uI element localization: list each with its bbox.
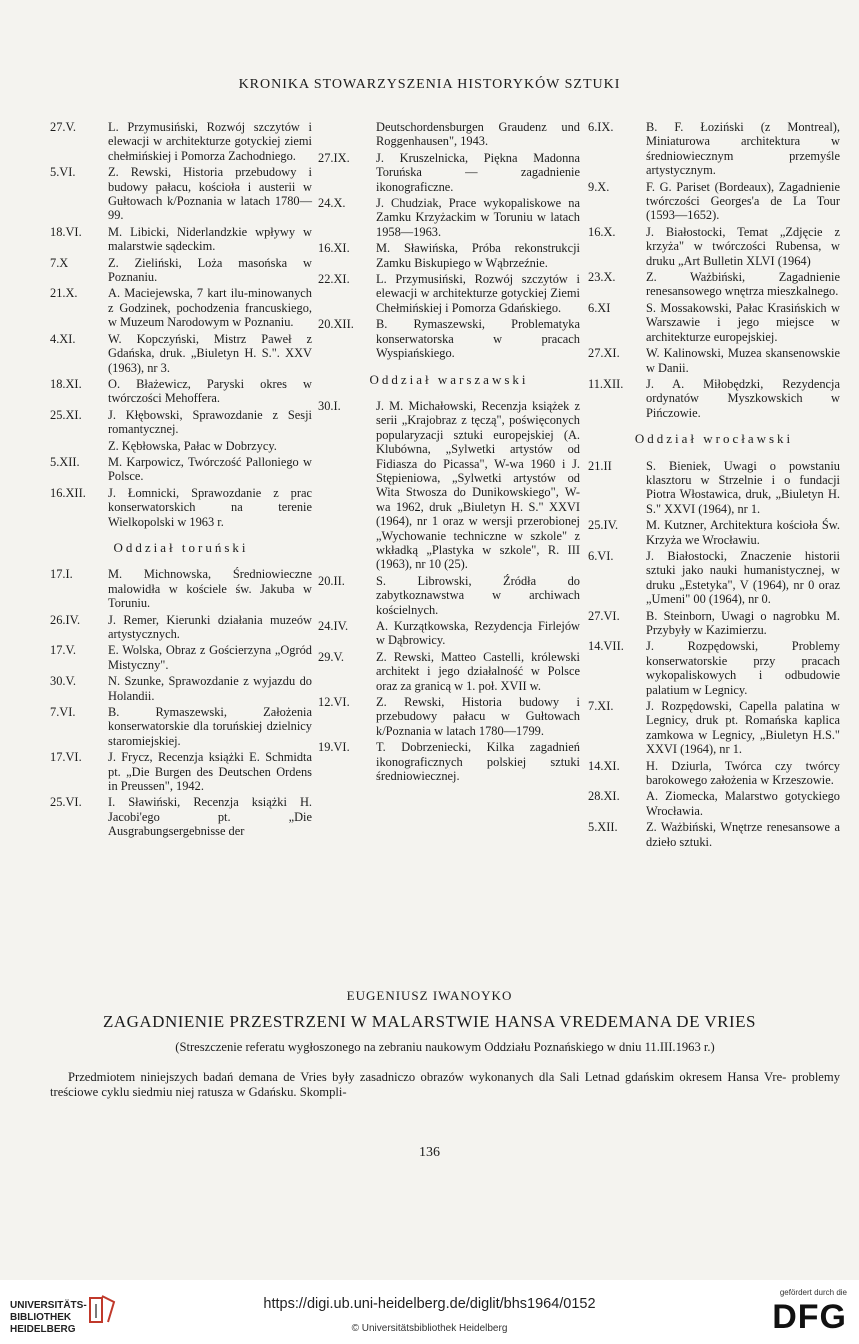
- entry-list: [50, 120, 312, 529]
- entry-date: 30.I.: [318, 398, 341, 413]
- section-heading-torun: Oddział toruński: [113, 539, 249, 555]
- list-item: [588, 270, 840, 299]
- entry-text: M. Karpowicz, Twórczość Palloniego w Polsce.: [108, 454, 312, 484]
- list-item: [318, 151, 580, 194]
- article-paragraph: Przedmiotem niniejszych badań demana de Vries były zasadniczo obrazów wykonanych dla Sali Letnad gdańskim okresem Hansa Vre- problemy treściowe cyklu siedmiu niej ratusza w Gdańsku. Skompli-: [50, 1070, 840, 1099]
- list-item: [318, 196, 580, 239]
- entry-text: M. Libicki, Niderlandzkie wpływy w malarstwie sądeckim.: [108, 224, 312, 254]
- list-item: [50, 705, 312, 748]
- entry-text: S. Librowski, Źródła do zabytkoznawstwa w archiwach kościelnych.: [376, 573, 580, 617]
- entry-date: 27.IX.: [318, 150, 350, 165]
- entry-text: S. Bieniek, Uwagi o powstaniu klasztoru w Strzelnie i o fundacji Piotra Włostawica, druk, „Biuletyn H. S." XXVI (1964), nr 1.: [646, 458, 840, 516]
- list-item: [588, 759, 840, 788]
- list-item: [50, 332, 312, 375]
- entry-text: Deutschordensburgen Graudenz und Roggenhausen", 1943.: [376, 120, 580, 149]
- entry-text: J. A. Miłobędzki, Rezydencja ordynatów Myszkowskich w Pińczowie.: [646, 376, 840, 420]
- entry-date: 14.VII.: [588, 639, 624, 654]
- list-item: [588, 518, 840, 547]
- entry-text: J. M. Michałowski, Recenzja książek z serii „Krajobraz z tęczą", poświęconych popularyzacji sztuki europejskiej (A. Klubówna, „Sylwetki artystów od Fidiasza do Picassa", W-wa 1960 i J. Stępieniowa, „Sylwetki artystów od Wita Stwosza do Dunikowskiego", W-wa 1962, druk „Biuletyn H. S." XXVI (1964), nr 1 oraz w wersji przerobionej „Wychowanie techniczne w szkole" z wkładką „Plastyka w szkole", R. III (1963), nr 10 (25).: [376, 398, 580, 572]
- column-3: [588, 120, 840, 851]
- entry-date: 26.IV.: [50, 612, 81, 627]
- entry-date: 27.V.: [50, 120, 76, 134]
- entry-text: J. Kruszelnicka, Piękna Madonna Toruńska — zagadnienie ikonograficzne.: [376, 150, 580, 194]
- list-item: [588, 639, 840, 697]
- entry-date: 9.X.: [588, 179, 610, 194]
- entry-text: B. Steinborn, Uwagi o nagrobku M. Przybyły w Kazimierzu.: [646, 608, 840, 637]
- column-1: [50, 120, 312, 841]
- entry-date: 18.XI.: [50, 376, 82, 391]
- entry-text: S. Mossakowski, Pałac Krasińskich w Warszawie i jego miejsce w architekturze europejskiej.: [646, 300, 840, 344]
- entry-date: 25.VI.: [50, 795, 82, 810]
- article-title: ZAGADNIENIE PRZESTRZENI W MALARSTWIE HANSA VREDEMANA DE VRIES: [102, 1012, 757, 1031]
- entry-date: 22.XI.: [318, 272, 350, 287]
- list-item: [50, 455, 312, 484]
- entry-text: B. Rymaszewski, Problematyka konserwatorska w pracach Wyspiańskiego.: [376, 317, 580, 361]
- list-item: [588, 820, 840, 849]
- list-item: [50, 795, 312, 838]
- entry-date: 6.XI: [588, 300, 611, 315]
- entry-text: O. Błażewicz, Paryski okres w twórczości Mehoffera.: [108, 376, 312, 406]
- list-item: [50, 674, 312, 703]
- entry-text: W. Kopczyński, Mistrz Paweł z Gdańska, druk. „Biuletyn H. S.". XXV (1963), nr 3.: [108, 331, 312, 375]
- list-item: [50, 408, 312, 437]
- library-line-2: BIBLIOTHEK: [10, 1312, 72, 1323]
- entry-text: F. G. Pariset (Bordeaux), Zagadnienie twórczości Georges'a de La Tour (1593—1652).: [646, 179, 840, 223]
- list-item: [588, 459, 840, 517]
- document-url-link[interactable]: https://digi.ub.uni-heidelberg.de/diglit/bhs1964/0152: [263, 1296, 596, 1312]
- entry-text: A. Kurzątkowska, Rezydencja Firlejów w Dąbrowicy.: [376, 619, 580, 648]
- entry-text: M. Sławińska, Próba rekonstrukcji Zamku Biskupiego w Wąbrzeźnie.: [376, 241, 580, 270]
- entry-text: J. Rozpędowski, Capella palatina w Legnicy, druk pt. Romańska kaplica zamkowa w Legnicy, „Biuletyn H.S." XXVI (1964), nr 1.: [646, 699, 840, 757]
- entry-text: J. Remer, Kierunki działania muzeów artystycznych.: [108, 612, 312, 641]
- list-item: [318, 272, 580, 315]
- entry-text: J. Białostocki, Znaczenie historii sztuki jako nauki humanistycznej, w druku „Estetyka", V (1964), nr 0 oraz „Umeni" 00 (1964), nr 0.: [646, 548, 840, 607]
- entry-date: [50, 439, 108, 453]
- list-item: [50, 286, 312, 329]
- entry-text: Z. Zieliński, Loża masońska w Poznaniu.: [108, 255, 312, 285]
- list-item: [50, 377, 312, 406]
- list-item: [50, 486, 312, 529]
- entry-date: 14.XI.: [588, 758, 620, 773]
- section-heading-warsaw: Oddział warszawski: [369, 371, 529, 387]
- entry-date: 4.XI.: [50, 331, 76, 346]
- entry-date: 20.II.: [318, 573, 345, 588]
- list-item: [588, 120, 840, 178]
- entry-date: 11.XII.: [588, 376, 624, 391]
- entry-date: 30.V.: [50, 674, 76, 689]
- entry-text: H. Dziurla, Twórca czy twórcy barokowego założenia w Krzeszowie.: [646, 758, 840, 788]
- entry-date: 7.XI.: [588, 699, 614, 714]
- library-line-1: UNIVERSITÄTS-: [10, 1300, 87, 1311]
- list-item: [318, 740, 580, 783]
- list-item: [588, 225, 840, 268]
- entry-text: B. F. Łoziński (z Montreal), Miniaturowa architektura w średniowiecznym przemyśle artystycznym.: [646, 120, 840, 178]
- entry-date: 5.XII.: [588, 820, 618, 835]
- list-item: [50, 750, 312, 793]
- entry-date: 27.VI.: [588, 608, 620, 623]
- list-item: [50, 643, 312, 672]
- footer-bar: [0, 1280, 859, 1344]
- entry-text: Z. Rewski, Historia przebudowy i budowy pałacu, kościoła i austerii w Gułtowach k/Poznania w latach 1780—99.: [108, 165, 312, 223]
- list-item: [588, 377, 840, 420]
- entry-date: 20.XII.: [318, 317, 354, 332]
- entry-date: 18.VI.: [50, 224, 82, 239]
- entry-date: 17.VI.: [50, 750, 82, 765]
- entry-text: J. Łomnicki, Sprawozdanie z prac konserwatorskich na terenie Wielkopolski w 1963 r.: [108, 485, 312, 529]
- entry-date: 7.VI.: [50, 705, 76, 720]
- entry-date: 17.I.: [50, 567, 73, 582]
- entry-date: 6.VI.: [588, 548, 614, 563]
- column-2: [318, 120, 580, 785]
- list-item: [588, 180, 840, 223]
- entry-text: T. Dobrzeniecki, Kilka zagadnień ikonograficznych polskiej sztuki średniowiecznej.: [376, 740, 580, 784]
- copyright-notice: © Universitätsbibliothek Heidelberg: [351, 1323, 508, 1334]
- entry-list: [50, 567, 312, 838]
- list-item: [50, 120, 312, 163]
- list-item: [318, 574, 580, 617]
- entry-text: J. Chudziak, Prace wykopaliskowe na Zamku Krzyżackim w Toruniu w latach 1958—1963.: [376, 196, 580, 239]
- entry-list: [318, 120, 580, 361]
- list-item: [50, 165, 312, 223]
- article-subtitle: (Streszczenie referatu wygłoszonego na zebraniu naukowym Oddziału Poznańskiego w dniu 11.III.1963 r.): [175, 1040, 715, 1054]
- entry-date: 25.IV.: [588, 518, 619, 533]
- entry-date: 27.XI.: [588, 346, 620, 361]
- list-item: [588, 301, 840, 344]
- article-author: EUGENIUSZ IWANOYKO: [346, 988, 513, 1003]
- entry-date: 5.VI.: [50, 165, 76, 180]
- entry-text: N. Szunke, Sprawozdanie z wyjazdu do Holandii.: [108, 674, 312, 703]
- entry-date: 25.XI.: [50, 407, 82, 422]
- list-item: [318, 619, 580, 648]
- list-item: [588, 346, 840, 375]
- list-item: [318, 650, 580, 693]
- entry-date: 19.VI.: [318, 740, 350, 755]
- entry-date: 23.X.: [588, 270, 616, 285]
- list-item: [588, 699, 840, 757]
- entry-date: 7.X: [50, 255, 69, 270]
- entry-list: [588, 120, 840, 420]
- list-item: [318, 241, 580, 270]
- list-item: [588, 789, 840, 818]
- entry-date: 29.V.: [318, 649, 344, 664]
- library-line-3: HEIDELBERG: [10, 1324, 76, 1335]
- list-item: [588, 609, 840, 638]
- entry-text: A. Maciejewska, 7 kart ilu-minowanych z Godzinek, pochodzenia francuskiego, w Muzeum Narodowym w Poznaniu.: [108, 286, 312, 330]
- list-item: [318, 120, 580, 149]
- list-item: [50, 225, 312, 254]
- entry-text: J. Białostocki, Temat „Zdjęcie z krzyża" w twórczości Rubensa, w druku „Art Bulletin XLVI (1964): [646, 224, 840, 268]
- entry-text: E. Wolska, Obraz z Gościerzyna „Ogród Mistyczny".: [108, 643, 312, 672]
- list-item: [318, 317, 580, 360]
- entry-list: [318, 399, 580, 784]
- list-item: [50, 613, 312, 642]
- dfg-logo: DFG: [772, 1298, 847, 1336]
- entry-date: 6.IX.: [588, 120, 614, 134]
- entry-date: 12.VI.: [318, 695, 350, 710]
- entry-text: M. Kutzner, Architektura kościoła Św. Krzyża we Wrocławiu.: [646, 518, 840, 547]
- entry-text: W. Kalinowski, Muzea skansenowskie w Danii.: [646, 346, 840, 375]
- entry-date: 28.XI.: [588, 789, 620, 804]
- entry-text: J. Rozpędowski, Problemy konserwatorskie przy pracach wykopaliskowych i odbudowie palatium w Legnicy.: [646, 639, 840, 697]
- entry-text: M. Michnowska, Średniowieczne malowidła w kościele św. Jakuba w Toruniu.: [108, 567, 312, 611]
- entry-text: J. Kłębowski, Sprawozdanie z Sesji romantycznej.: [108, 407, 312, 437]
- section-heading-wroclaw: Oddział wrocławski: [634, 431, 794, 447]
- entry-text: Z. Rewski, Matteo Castelli, królewski architekt i jego działalność w Polsce oraz za granicą w 1. poł. XVII w.: [376, 649, 580, 693]
- entry-text: I. Sławiński, Recenzja książki H. Jacobi'ego pt. „Die Ausgrabungsergebnisse der: [108, 795, 312, 839]
- list-item: [50, 567, 312, 610]
- list-item: [318, 399, 580, 572]
- entry-date: 24.X.: [318, 196, 346, 211]
- entry-date: 21.II: [588, 458, 612, 473]
- entry-text: L. Przymusiński, Rozwój szczytów i elewacji w architekturze gotyckiej ziemi chełmińskiej i Pomorza Zachodniego.: [108, 120, 312, 163]
- entry-date: 24.IV.: [318, 619, 349, 633]
- entry-date: 16.X.: [588, 224, 616, 239]
- entry-date: [318, 120, 376, 149]
- entry-text: J. Frycz, Recenzja książki E. Schmidta pt. „Die Burgen des Deutschen Ordens in Preussen", 1942.: [108, 750, 312, 794]
- entry-date: 17.V.: [50, 643, 76, 658]
- list-item: [50, 256, 312, 285]
- entry-text: Z. Kębłowska, Pałac w Dobrzycy.: [108, 438, 277, 453]
- entry-date: 16.XI.: [318, 241, 350, 256]
- entry-text: Z. Ważbiński, Wnętrze renesansowe a dzieło sztuki.: [646, 820, 840, 849]
- list-item: [50, 439, 312, 453]
- entry-date: 5.XII.: [50, 454, 80, 469]
- entry-list: [588, 459, 840, 850]
- dfg-caption: gefördert durch die: [779, 1288, 847, 1297]
- page-number: 136: [419, 1145, 440, 1160]
- entry-text: B. Rymaszewski, Założenia konserwatorskie dla toruńskiej dzielnicy staromiejskiej.: [108, 705, 312, 748]
- list-item: [588, 549, 840, 607]
- running-header: KRONIKA STOWARZYSZENIA HISTORYKÓW SZTUKI: [238, 77, 621, 92]
- entry-text: A. Ziomecka, Malarstwo gotyckiego Wrocławia.: [646, 789, 840, 818]
- list-item: [318, 695, 580, 738]
- entry-date: 16.XII.: [50, 485, 86, 500]
- entry-text: L. Przymusiński, Rozwój szczytów i elewacji w architekturze gotyckiej Ziemi Chełmińskiej i Pomorza Gdańskiego.: [376, 272, 580, 315]
- entry-text: Z. Ważbiński, Zagadnienie renesansowego wnętrza mieszkalnego.: [646, 270, 840, 299]
- entry-date: 21.X.: [50, 286, 78, 301]
- entry-text: Z. Rewski, Historia budowy i przebudowy pałacu w Gułtowach k/Poznania w latach 1780—1799.: [376, 695, 580, 738]
